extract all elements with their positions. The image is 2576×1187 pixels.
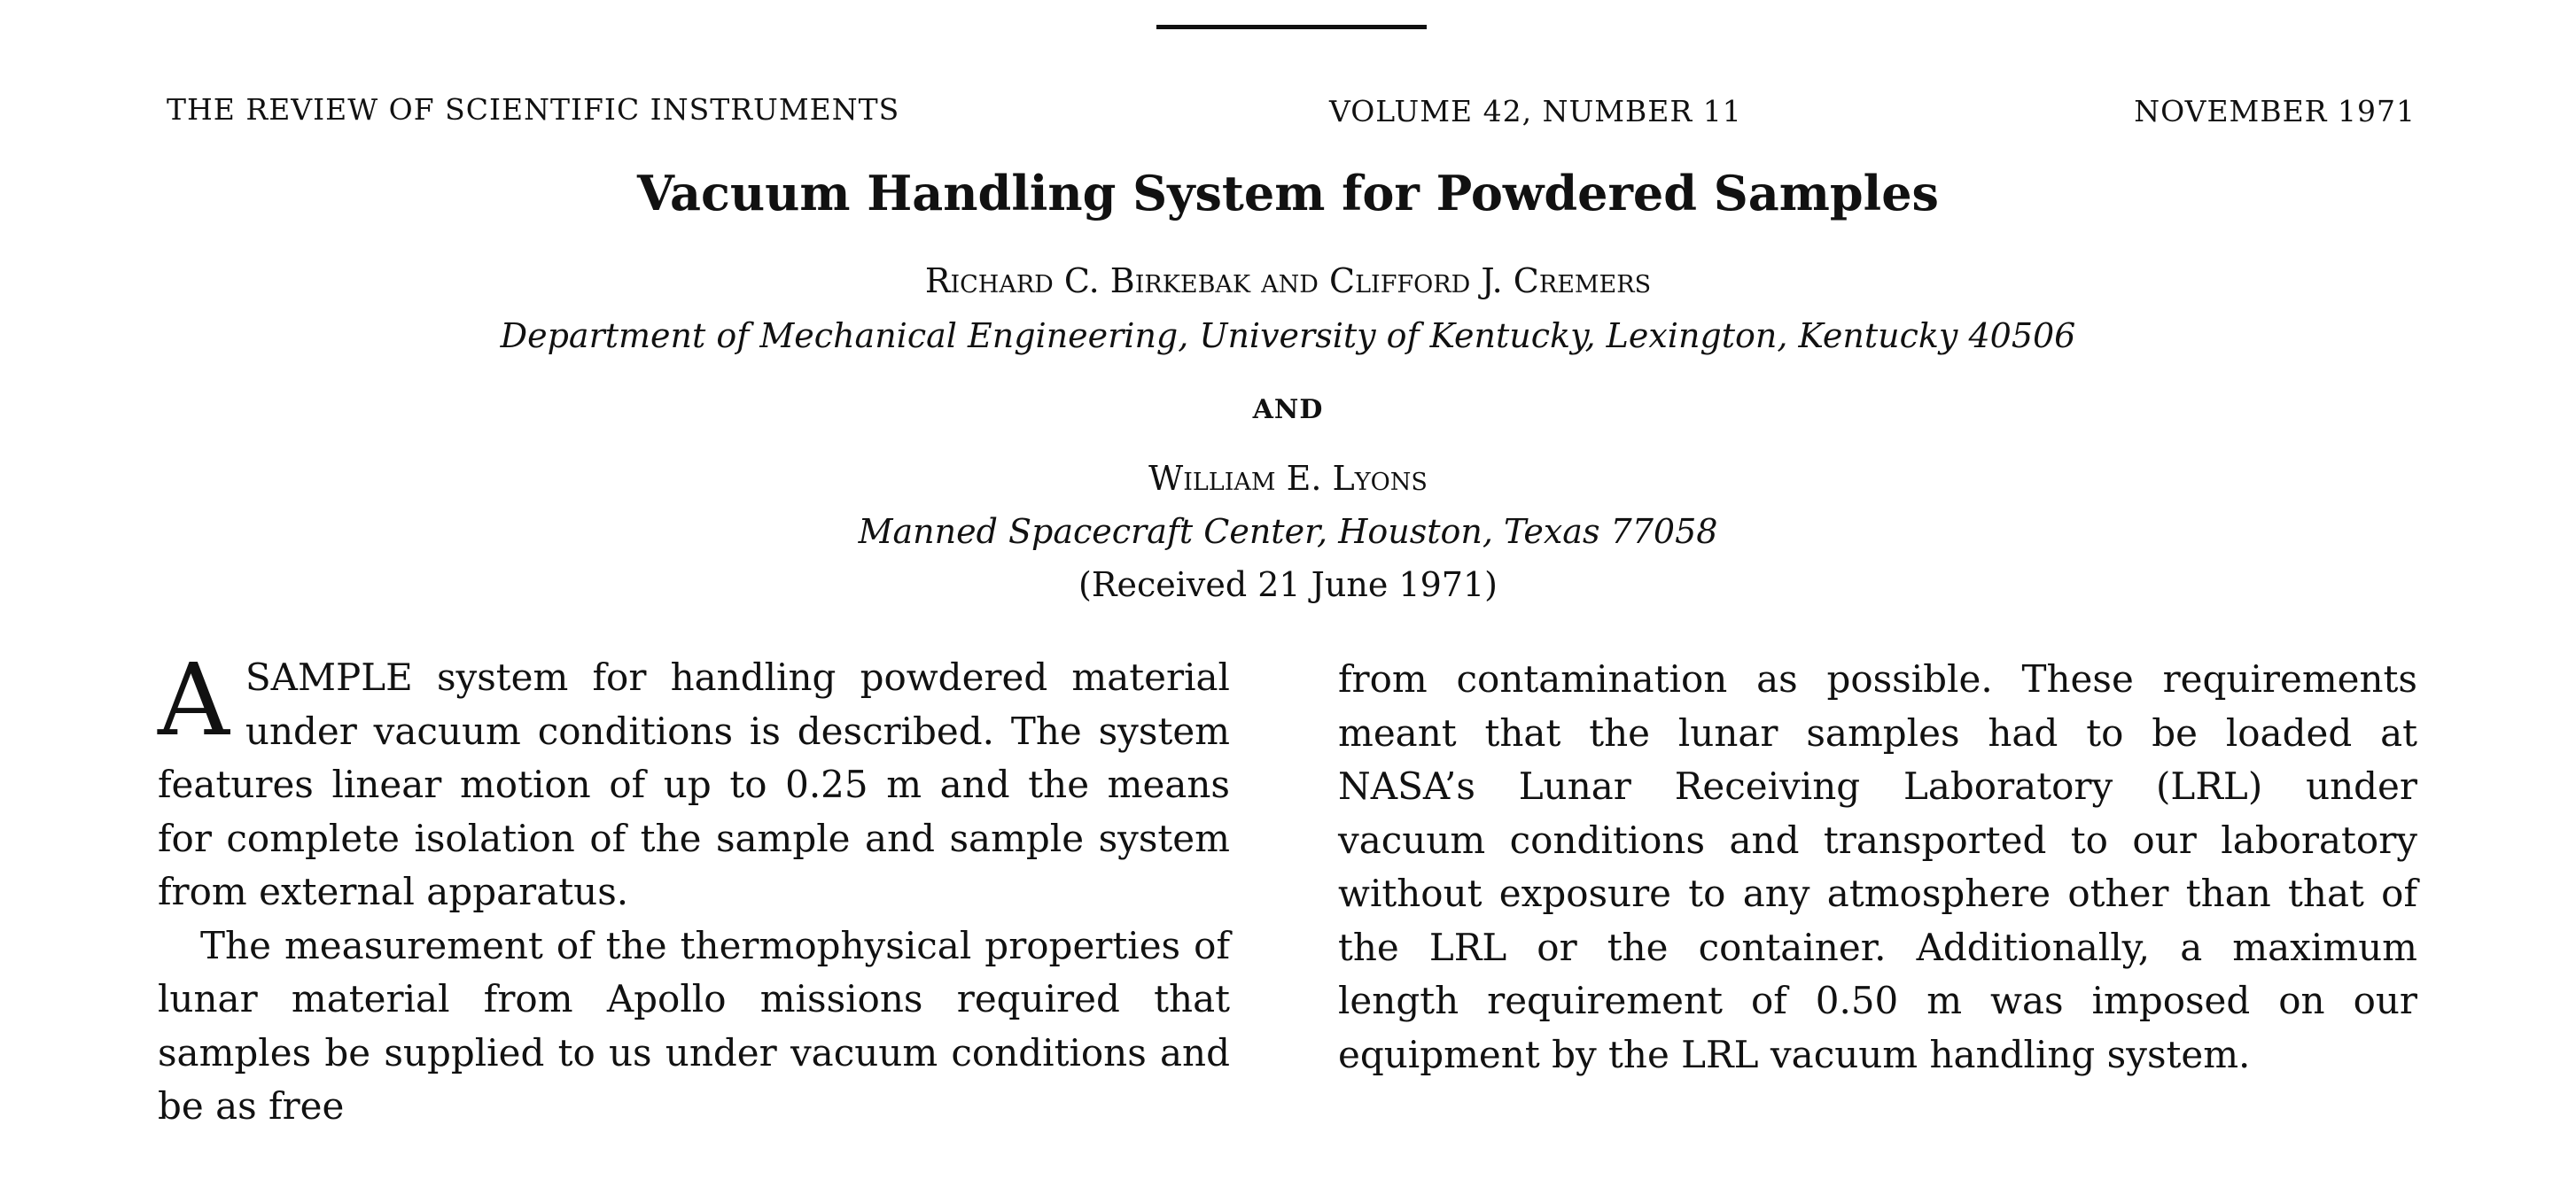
body-column-right — [1338, 653, 2417, 1082]
authors-line-2: William E. Lyons — [1148, 459, 1428, 498]
abstract-paragraph — [158, 643, 1230, 919]
abstract-text: SAMPLE system for handling powdered material under vacuum conditions is described. The system features linear motion of up to 0.25 m and the means for complete isolation of the sample and sample system from external apparatus. — [158, 656, 1230, 913]
body-paragraph-right: from contamination as possible. These requirements meant that the lunar samples had to be loaded at NASA’s Lunar Receiving Laboratory (LRL) under vacuum conditions and transported to our laboratory without exposure to any atmosphere other than that of the LRL or the container. Additionally, a maximum length requirement of 0.50 m was imposed on our equipment by the LRL vacuum handling system. — [1338, 657, 2417, 1076]
authors-line-1: Richard C. Birkebak and Clifford J. Cremers — [924, 261, 1652, 300]
body-column-left — [158, 643, 1230, 1134]
paper-title: Vacuum Handling System for Powdered Samples — [637, 165, 1939, 221]
and-separator: AND — [1252, 394, 1324, 425]
body-paragraph-left: The measurement of the thermophysical properties of lunar material from Apollo missions required that samples be supplied to us under vacuum conditions and be as free — [158, 923, 1230, 1128]
drop-cap: A — [158, 643, 230, 758]
issue-date: NOVEMBER 1971 — [2134, 94, 2416, 128]
affiliation-2: Manned Spacecraft Center, Houston, Texas 77058 — [858, 512, 1718, 551]
top-rule — [1156, 25, 1427, 29]
volume-number: VOLUME 42, NUMBER 11 — [1329, 94, 1742, 128]
affiliation-1: Department of Mechanical Engineering, University of Kentucky, Lexington, Kentucky 40506 — [500, 316, 2076, 355]
received-date: (Received 21 June 1971) — [1078, 565, 1498, 604]
running-header — [167, 92, 2416, 131]
journal-name: THE REVIEW OF SCIENTIFIC INSTRUMENTS — [167, 92, 900, 127]
